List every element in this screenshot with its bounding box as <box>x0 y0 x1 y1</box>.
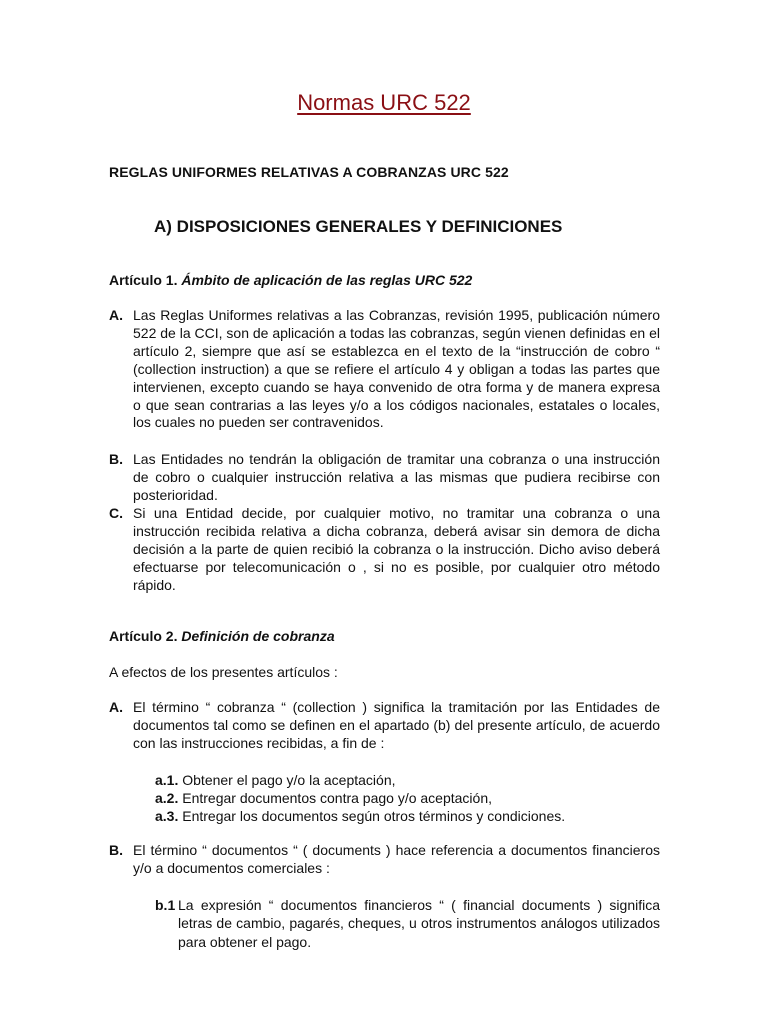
item-label: B. <box>109 451 123 467</box>
article-2-label: Artículo 2. <box>109 628 178 644</box>
item-text: El término “ cobranza “ (collection ) significa la tramitación por las Entidades de documentos tal como se definen en el apartado (b) del presente artículo, de acuerdo con las instrucciones recibidas, a fin de : <box>133 699 660 751</box>
article-2-item-a <box>109 699 660 753</box>
article-1-title: Ámbito de aplicación de las reglas URC 522 <box>181 272 473 288</box>
document-title: Normas URC 522 <box>297 90 471 115</box>
article-1-item-c <box>109 505 660 595</box>
sub-item-a3 <box>155 807 565 825</box>
article-2-intro: A efectos de los presentes artículos : <box>109 664 338 680</box>
document-subtitle: REGLAS UNIFORMES RELATIVAS A COBRANZAS URC 522 <box>109 164 509 180</box>
section-heading: A) DISPOSICIONES GENERALES Y DEFINICIONES <box>154 217 563 236</box>
article-2-heading <box>109 628 335 644</box>
article-1-heading <box>109 272 472 288</box>
sub-item-text: Obtener el pago y/o la aceptación, <box>182 772 396 788</box>
sub-item-label: b.1 <box>155 897 176 913</box>
item-label: A. <box>109 699 123 715</box>
sub-item-a2 <box>155 789 492 807</box>
item-label: B. <box>109 842 123 858</box>
sub-item-text: Entregar documentos contra pago y/o aceptación, <box>182 790 492 806</box>
item-text: El término “ documentos “ ( documents ) hace referencia a documentos financieros y/o a documentos comerciales : <box>133 842 660 876</box>
article-1-item-a <box>109 307 660 432</box>
item-label: C. <box>109 505 123 521</box>
article-2-title: Definición de cobranza <box>181 628 335 644</box>
item-label: A. <box>109 307 123 323</box>
sub-item-label: a.1. <box>155 772 179 788</box>
item-text: Las Entidades no tendrán la obligación de tramitar una cobranza o una instrucción de cobro o cualquier instrucción relativa a las mismas que pudiera recibirse con posterioridad. <box>133 451 660 503</box>
sub-item-text: La expresión “ documentos financieros “ ( financial documents ) significa letras de cambio, pagarés, cheques, u otros instrumentos análogos utilizados para obtener el pago. <box>178 897 660 950</box>
article-2-item-b <box>109 842 660 878</box>
item-text: Si una Entidad decide, por cualquier motivo, no tramitar una cobranza o una instrucción recibida relativa a dicha cobranza, deberá avisar sin demora de dicha decisión a la parte de quien recibió la cobranza o la instrucción. Dicho aviso deberá efectuarse por telecomunicación o , si no es posible, por cualquier otro método rápido. <box>133 505 660 593</box>
sub-item-b1 <box>155 896 660 951</box>
article-1-item-b <box>109 451 660 505</box>
item-text: Las Reglas Uniformes relativas a las Cobranzas, revisión 1995, publicación número 522 de la CCI, son de aplicación a todas las cobranzas, según vienen definidas en el artículo 2, siempre que así se establezca en el texto de la “instrucción de cobro “ (collection instruction) a que se refiere el artículo 4 y obligan a todas las partes que intervienen, excepto cuando se haya convenido de otra forma y de manera expresa o que sean contrarias a las leyes y/o a los códigos nacionales, estatales o locales, los cuales no pueden ser contravenidos. <box>133 307 660 431</box>
sub-item-text: Entregar los documentos según otros términos y condiciones. <box>182 808 566 824</box>
article-1-label: Artículo 1. <box>109 272 178 288</box>
sub-item-a1 <box>155 771 396 789</box>
sub-item-label: a.3. <box>155 808 179 824</box>
sub-item-label: a.2. <box>155 790 179 806</box>
